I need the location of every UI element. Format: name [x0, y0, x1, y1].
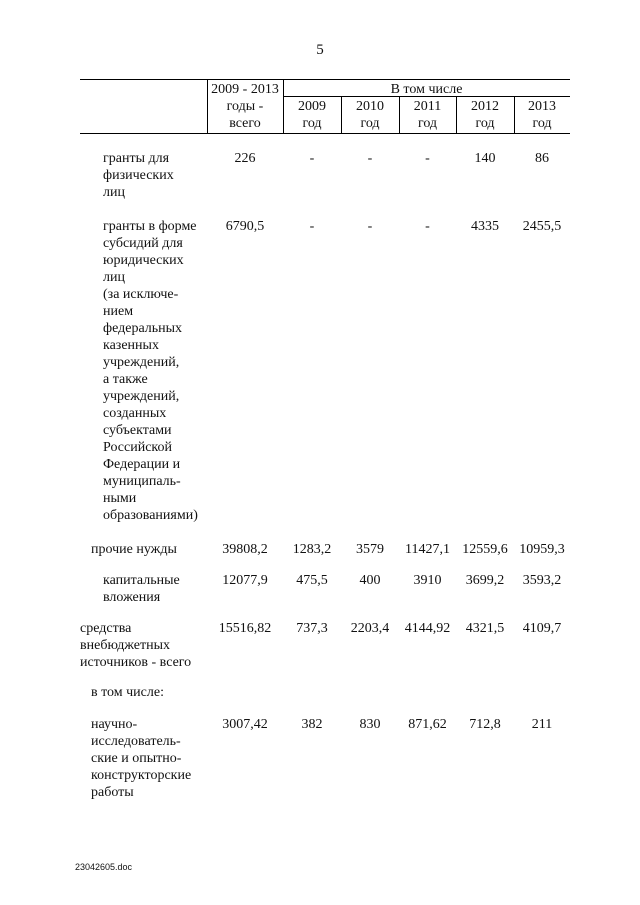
- value-2011: 4144,92: [404, 621, 451, 636]
- value-2011: 871,62: [408, 717, 447, 732]
- header-period: 2009 - 2013: [211, 82, 279, 97]
- header-year-unit: год: [475, 116, 495, 131]
- header-year: 2009: [298, 99, 326, 114]
- value-total: 226: [234, 151, 256, 166]
- header-year-unit: год: [302, 116, 322, 131]
- header-top-rule: [80, 79, 570, 80]
- value-2011: 3910: [413, 573, 442, 588]
- header-year: 2013: [528, 99, 556, 114]
- header-year: 2011: [413, 99, 442, 114]
- value-2009: -: [309, 151, 315, 166]
- value-2009: 737,3: [296, 621, 328, 636]
- value-2010: -: [367, 219, 373, 234]
- value-2011: -: [425, 219, 430, 234]
- header-year-unit: год: [532, 116, 552, 131]
- value-2010: 2203,4: [350, 621, 390, 636]
- document-filename: 23042605.doc: [75, 862, 133, 872]
- value-2013: 211: [531, 717, 553, 732]
- header-year: 2010: [356, 99, 384, 114]
- header-year-unit: год: [417, 116, 438, 131]
- row-label: гранты в форме субсидий для юридических лиц (за исключе- нием федеральных казенных учреждений, а также учреждений, созданных субъектами Российской Федерации и муниципаль- ными образованиями): [103, 219, 198, 523]
- header-year: 2012: [471, 99, 499, 114]
- value-2012: 140: [474, 151, 496, 166]
- value-2013: 2455,5: [522, 219, 562, 234]
- header-bottom-rule: [80, 133, 570, 134]
- value-2010: 3579: [356, 542, 384, 557]
- value-2010: 400: [359, 573, 381, 588]
- value-2012: 4335: [471, 219, 499, 234]
- page-number: 5: [316, 42, 324, 58]
- value-2013: 4109,7: [522, 621, 562, 636]
- row-label: гранты для физических лиц: [103, 151, 174, 200]
- row-label: в том числе:: [91, 685, 164, 700]
- row-label: научно- исследователь- ские и опытно- конструкторские работы: [91, 717, 192, 800]
- value-2009: 1283,2: [292, 542, 332, 557]
- value-2010: 830: [359, 717, 381, 732]
- value-total: 12077,9: [222, 573, 268, 588]
- header-year-unit: год: [360, 116, 380, 131]
- row-label: средства внебюджетных источников - всего: [80, 621, 192, 670]
- value-2013: 10959,3: [519, 542, 565, 557]
- value-2011: 11427,1: [405, 542, 450, 557]
- value-2012: 712,8: [469, 717, 501, 732]
- value-2012: 12559,6: [462, 542, 508, 557]
- value-total: 15516,82: [218, 621, 272, 636]
- value-total: 3007,42: [222, 717, 268, 732]
- row-label: капитальные вложения: [103, 573, 180, 605]
- value-2011: -: [425, 151, 430, 166]
- row-label: прочие нужды: [91, 542, 177, 557]
- value-2009: 382: [301, 717, 323, 732]
- value-2013: 3593,2: [522, 573, 562, 588]
- header-period-sub: годы - всего: [226, 99, 264, 131]
- value-2012: 3699,2: [465, 573, 505, 588]
- header-including: В том числе: [390, 82, 463, 97]
- value-2009: 475,5: [296, 573, 328, 588]
- value-total: 39808,2: [222, 542, 268, 557]
- value-2012: 4321,5: [465, 621, 505, 636]
- value-2010: -: [367, 151, 373, 166]
- value-2009: -: [309, 219, 315, 234]
- value-2013: 86: [535, 151, 549, 166]
- value-total: 6790,5: [225, 219, 265, 234]
